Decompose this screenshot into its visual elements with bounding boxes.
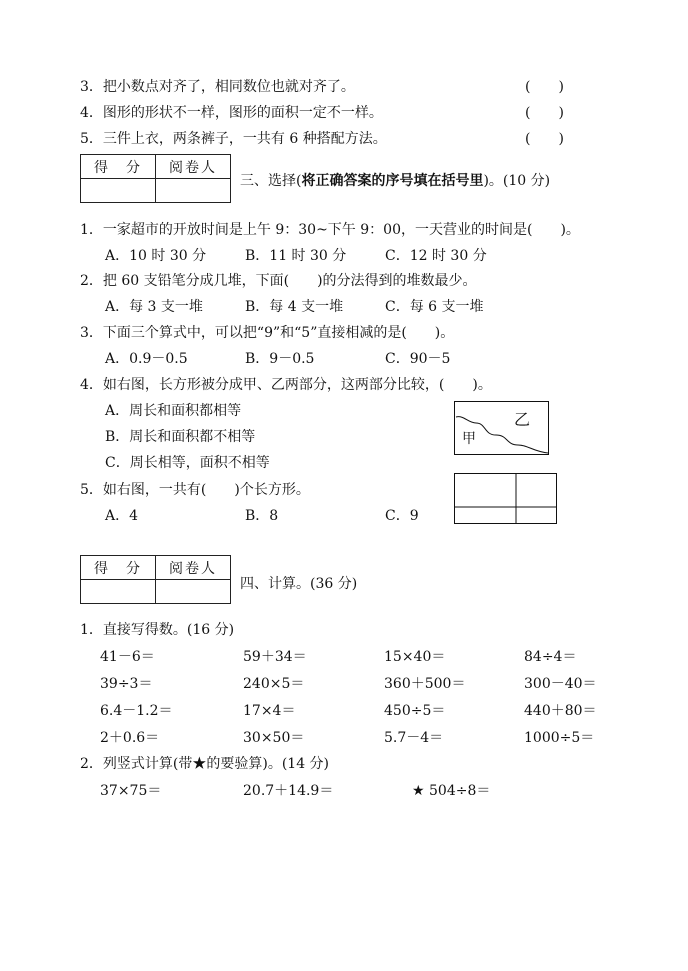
judge-item-3: 3．把小数点对齐了，相同数位也就对齐了。 [80, 79, 355, 95]
vertical-calc-item: 20.7＋14.9＝ [243, 783, 334, 799]
calc-item: 39÷3＝ [100, 676, 153, 692]
calc-item: 41－6＝ [100, 649, 155, 665]
judge-answer-paren-4[interactable]: ( ) [525, 105, 564, 121]
calc-item: 84÷4＝ [524, 649, 577, 665]
choice-q1-opt-a: A．10 时 30 分 [105, 248, 207, 264]
choice-q4-opt-a: A．周长和面积都相等 [105, 403, 242, 419]
score-table-section3 [80, 154, 231, 203]
figure-label-jia: 甲 [462, 431, 476, 447]
grader-header: 阅卷人 [156, 155, 231, 179]
choice-q3: 3．下面三个算式中，可以把“9”和“5”直接相减的是( )。 [80, 325, 455, 341]
choice-q5-opt-a: A．4 [105, 508, 139, 524]
choice-q4: 4．如右图，长方形被分成甲、乙两部分，这两部分比较，( )。 [80, 377, 492, 393]
choice-q3-opt-c: C．90－5 [385, 351, 451, 367]
section4-title: 四、计算。(36 分) [240, 576, 358, 592]
vertical-calc-item-starred: ★ 504÷8＝ [412, 783, 491, 799]
score-header: 得 分 [81, 155, 156, 179]
choice-q3-opt-a: A．0.9－0.5 [105, 351, 188, 367]
choice-q1-opt-b: B．11 时 30 分 [245, 248, 347, 264]
calc-item: 59＋34＝ [243, 649, 307, 665]
choice-q4-opt-c: C．周长相等，面积不相等 [105, 455, 270, 471]
choice-q1: 1．一家超市的开放时间是上午 9：30~下午 9：00，一天营业的时间是( )。 [80, 222, 580, 238]
calc-item: 300－40＝ [524, 676, 597, 692]
choice-q2-opt-c: C．每 6 支一堆 [385, 299, 484, 315]
choice-q2-opt-a: A．每 3 支一堆 [105, 299, 203, 315]
grader-header: 阅卷人 [156, 556, 231, 580]
calc-item: 450÷5＝ [384, 703, 446, 719]
calc-item: 2＋0.6＝ [100, 730, 160, 746]
q5-rectangle-grid-figure [454, 473, 558, 525]
calc-item: 440＋80＝ [524, 703, 597, 719]
choice-q5: 5．如右图，一共有( )个长方形。 [80, 482, 310, 498]
choice-q3-opt-b: B．9－0.5 [245, 351, 315, 367]
q4-rectangle-figure [454, 401, 550, 457]
judge-item-4: 4．图形的形状不一样，图形的面积一定不一样。 [80, 105, 383, 121]
grader-cell[interactable] [156, 179, 231, 203]
calc-item: 6.4－1.2＝ [100, 703, 173, 719]
calc-item: 240×5＝ [243, 676, 305, 692]
choice-q5-opt-b: B．8 [245, 508, 279, 524]
calc-item: 360＋500＝ [384, 676, 466, 692]
section3-title: 三、选择(将正确答案的序号填在括号里)。(10 分) [240, 173, 551, 189]
choice-q5-opt-c: C．9 [385, 508, 419, 524]
score-table-section4 [80, 555, 231, 604]
grader-cell[interactable] [156, 580, 231, 604]
score-header: 得 分 [81, 556, 156, 580]
judge-answer-paren-3[interactable]: ( ) [525, 79, 564, 95]
judge-answer-paren-5[interactable]: ( ) [525, 131, 564, 147]
choice-q2: 2．把 60 支铅笔分成几堆，下面( )的分法得到的堆数最少。 [80, 273, 477, 289]
calc-item: 5.7－4＝ [384, 730, 444, 746]
calc-item: 1000÷5＝ [524, 730, 595, 746]
score-cell[interactable] [81, 580, 156, 604]
calc1-title: 1．直接写得数。(16 分) [80, 622, 235, 638]
score-cell[interactable] [81, 179, 156, 203]
figure-label-yi: 乙 [514, 410, 531, 429]
calc-item: 30×50＝ [243, 730, 305, 746]
choice-q1-opt-c: C．12 时 30 分 [385, 248, 487, 264]
choice-q2-opt-b: B．每 4 支一堆 [245, 299, 344, 315]
judge-item-5: 5．三件上衣，两条裤子，一共有 6 种搭配方法。 [80, 131, 387, 147]
calc2-title: 2．列竖式计算(带★的要验算)。(14 分) [80, 756, 330, 772]
calc-item: 15×40＝ [384, 649, 446, 665]
choice-q4-opt-b: B．周长和面积都不相等 [105, 429, 256, 445]
calc-item: 17×4＝ [243, 703, 296, 719]
vertical-calc-item: 37×75＝ [100, 783, 162, 799]
